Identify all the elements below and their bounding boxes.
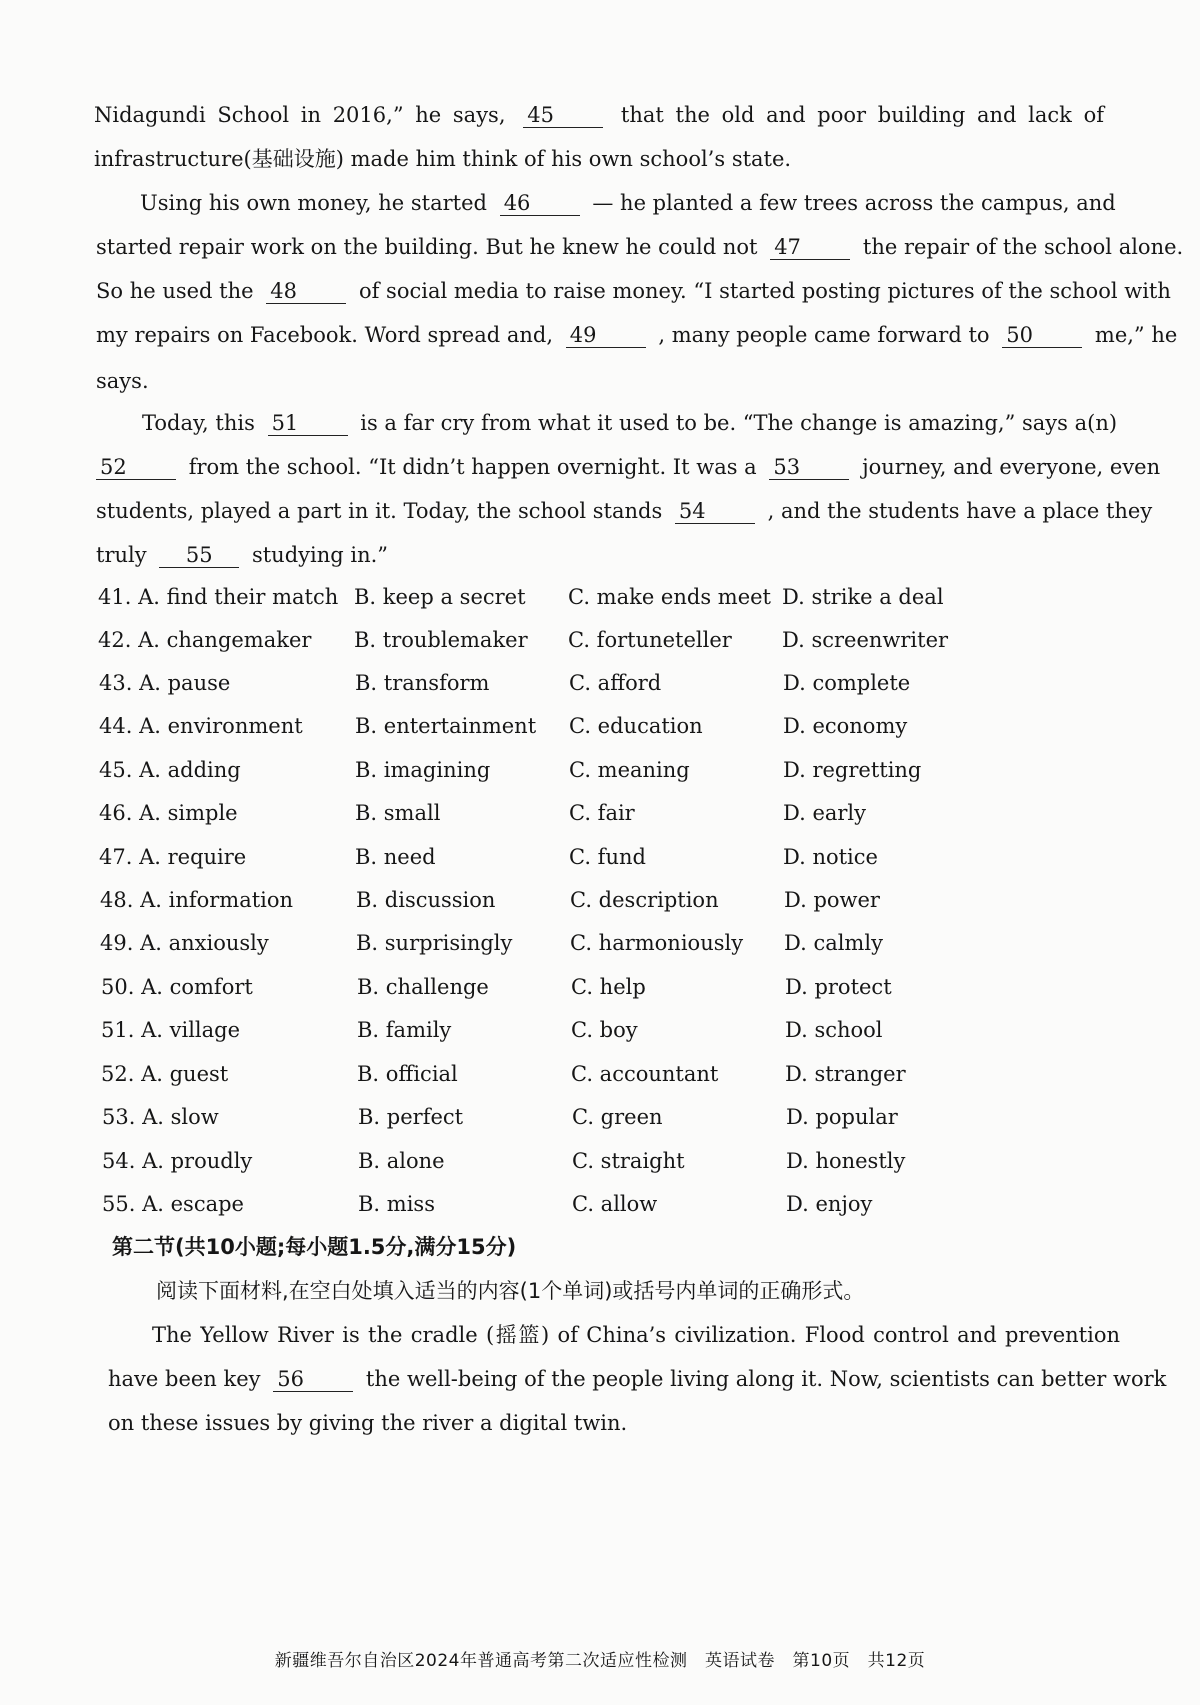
passage-line: Using his own money, he started 46 — he planted a few trees across the campus, and [140, 191, 1116, 215]
blank-47: 47 [770, 235, 850, 260]
passage-line: on these issues by giving the river a digital twin. [108, 1411, 628, 1435]
passage-line: Today, this 51 is a far cry from what it used to be. “The change is amazing,” says a(n) [142, 411, 1118, 435]
passage-line: started repair work on the building. But he knew he could not 47 the repair of the school alone. [96, 235, 1184, 259]
blank-49: 49 [566, 323, 646, 348]
passage-line: Nidagundi School in 2016,” he says, 45 that the old and poor building and lack of [94, 103, 1104, 127]
question-options: 43. A. pause B. transform C. afford D. complete [99, 671, 911, 695]
question-options: 52. A. guest B. official C. accountant D. stranger [101, 1062, 906, 1086]
question-options: 50. A. comfort B. challenge C. help D. protect [101, 975, 892, 999]
passage-line: So he used the 48 of social media to raise money. “I started posting pictures of the school with [96, 279, 1171, 303]
section-heading: 第二节(共10小题;每小题1.5分,满分15分) [112, 1235, 517, 1259]
blank-56: 56 [273, 1367, 353, 1392]
passage-line: truly 55 studying in.” [96, 543, 389, 567]
page-footer: 新疆维吾尔自治区2024年普通高考第二次适应性检测 英语试卷 第10页 共12页 [274, 1651, 926, 1671]
question-options: 49. A. anxiously B. surprisingly C. harmoniously D. calmly [100, 931, 883, 955]
passage-line: have been key 56 the well-being of the people living along it. Now, scientists can better work [108, 1367, 1167, 1391]
question-options: 41. A. find their match B. keep a secret C. make ends meet D. strike a deal [98, 585, 944, 609]
blank-54: 54 [675, 499, 755, 524]
passage-line: 52 from the school. “It didn’t happen overnight. It was a 53 journey, and everyone, even [96, 452, 1104, 482]
section-instruction: 阅读下面材料,在空白处填入适当的内容(1个单词)或括号内单词的正确形式。 [156, 1279, 865, 1303]
question-options: 47. A. require B. need C. fund D. notice [99, 845, 878, 869]
question-options: 46. A. simple B. small C. fair D. early [99, 801, 867, 825]
question-options: 53. A. slow B. perfect C. green D. popular [102, 1105, 898, 1129]
passage-line: students, played a part in it. Today, the school stands 54 , and the students have a place they [96, 499, 1153, 523]
passage-line: says. [96, 369, 149, 393]
blank-48: 48 [266, 279, 346, 304]
passage-line: The Yellow River is the cradle (摇篮) of China’s civilization. Flood control and prevention [152, 1323, 1120, 1347]
blank-51: 51 [268, 411, 348, 436]
question-options: 51. A. village B. family C. boy D. school [101, 1018, 883, 1042]
blank-53: 53 [769, 455, 849, 480]
blank-50: 50 [1002, 323, 1082, 348]
question-options: 55. A. escape B. miss C. allow D. enjoy [102, 1192, 873, 1216]
question-options: 48. A. information B. discussion C. description D. power [100, 888, 880, 912]
passage-line: infrastructure(基础设施) made him think of his own school’s state. [94, 147, 792, 171]
passage-line: my repairs on Facebook. Word spread and, 49 , many people came forward to 50 me,” he [96, 323, 1178, 347]
question-options: 54. A. proudly B. alone C. straight D. honestly [102, 1149, 906, 1173]
blank-55: 55 [159, 543, 239, 568]
question-options: 44. A. environment B. entertainment C. education D. economy [99, 714, 908, 738]
question-options: 42. A. changemaker B. troublemaker C. fortuneteller D. screenwriter [98, 628, 949, 652]
blank-46: 46 [500, 191, 580, 216]
blank-52: 52 [96, 455, 176, 480]
blank-45: 45 [523, 103, 603, 128]
question-options: 45. A. adding B. imagining C. meaning D. regretting [99, 758, 922, 782]
